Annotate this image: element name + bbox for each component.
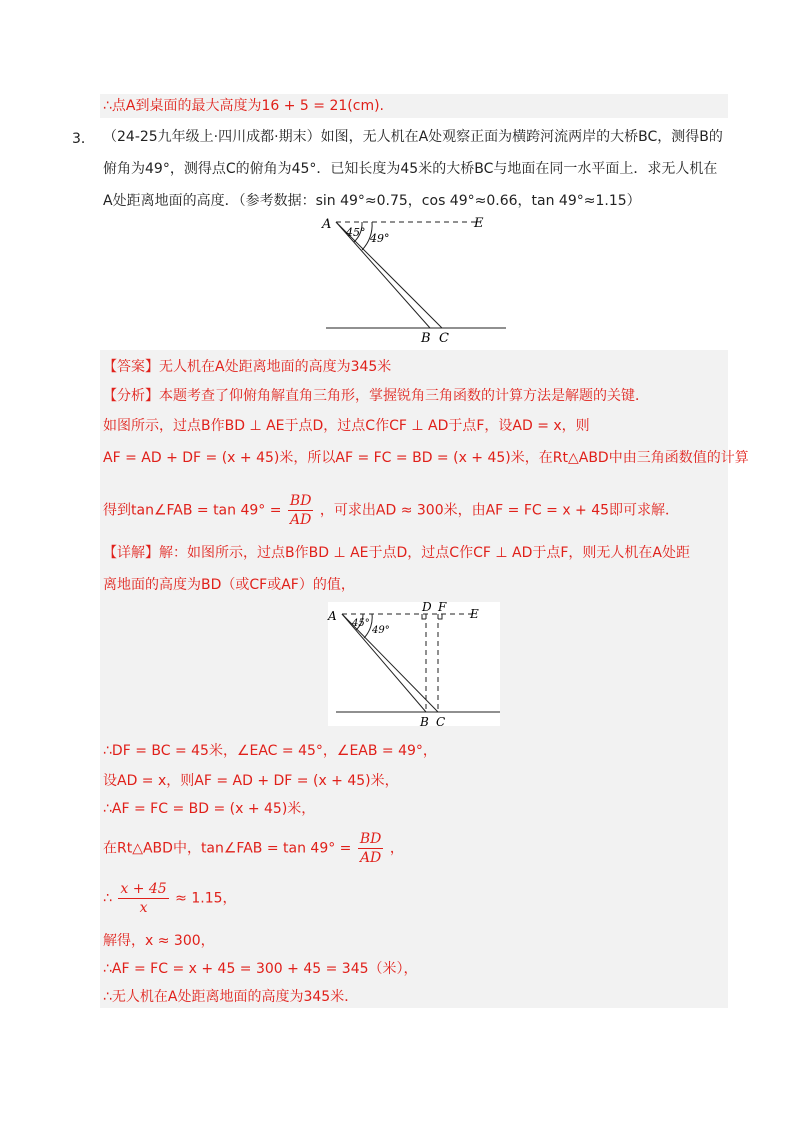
- step-8: ∴无人机在A处距离地面的高度为345米．: [103, 989, 359, 1005]
- fig2-label-c: C: [436, 715, 446, 729]
- step-5-fraction: [118, 880, 168, 917]
- fig2-label-a: A: [328, 609, 337, 623]
- bridge-figure-2: [326, 600, 506, 730]
- analysis-line-2: 如图所示，过点B作BD ⊥ AE于点D，过点C作CF ⊥ AD于点F，设AD = x，则: [103, 418, 590, 434]
- step-3: ∴AF = FC = BD = (x + 45)米，: [103, 801, 316, 817]
- question-line-1: （24-25九年级上·四川成都·期末）如图，无人机在A处观察正面为横跨河流两岸的大桥BC，测得B的: [103, 129, 723, 145]
- step-4-fraction: [358, 830, 384, 867]
- step-2: 设AD = x，则AF = AD + DF = (x + 45)米，: [103, 773, 399, 789]
- question-line-2: 俯角为49°，测得点C的俯角为45°．已知长度为45米的大桥BC与地面在同一水平面上．求无人机在: [103, 161, 718, 177]
- answer-line: [103, 356, 391, 378]
- detail-text: 解：如图所示，过点B作BD ⊥ AE于点D，过点C作CF ⊥ AD于点F，则无人机在A处距: [159, 545, 690, 561]
- question-number: 3．: [72, 131, 95, 147]
- analysis-fraction: [288, 492, 314, 529]
- fig1-label-b: B: [421, 331, 431, 344]
- step-7: ∴AF = FC = x + 45 = 300 + 45 = 345（米），: [103, 961, 418, 977]
- answer-tag: 【答案】: [103, 359, 159, 375]
- fig2-label-e: E: [470, 607, 479, 621]
- fig1-label-45: 45°: [346, 226, 366, 239]
- fig2-label-f: F: [438, 600, 447, 614]
- question-line-3: A处距离地面的高度．（参考数据：sin 49°≈0.75，cos 49°≈0.66，tan 49°≈1.15）: [103, 193, 641, 209]
- step-5-frac-bot: x: [139, 900, 148, 916]
- fig1-label-49: 49°: [370, 232, 390, 245]
- step-5-pre: ∴: [103, 890, 112, 907]
- fig1-label-a: A: [322, 217, 332, 232]
- fig1-label-e: E: [474, 216, 484, 231]
- analysis-line-4: [103, 492, 679, 529]
- step-5-frac-top: x + 45: [120, 881, 167, 897]
- analysis-text: 本题考查了仰俯角解直角三角形，掌握锐角三角函数的计算方法是解题的关键．: [159, 388, 649, 404]
- step-4-frac-bot: AD: [359, 850, 382, 866]
- step-1: ∴DF = BC = 45米，∠EAC = 45°，∠EAB = 49°，: [103, 743, 437, 759]
- analysis-line-1: [103, 385, 649, 407]
- detail-tag: 【详解】: [103, 545, 159, 561]
- analysis-line-3: AF = AD + DF = (x + 45)米，所以AF = FC = BD = (x + 45)米，在Rt△ABD中由三角函数值的计算: [103, 450, 749, 466]
- analysis-line4-post: ，可求出AD ≈ 300米，由AF = FC = x + 45即可求解．: [319, 502, 680, 519]
- detail-line-2: 离地面的高度为BD（或CF或AF）的值，: [103, 577, 355, 593]
- step-6: 解得，x ≈ 300，: [103, 933, 215, 949]
- fig2-label-d: D: [422, 600, 432, 614]
- fig2-label-49: 49°: [372, 625, 390, 636]
- fig2-label-b: B: [420, 715, 429, 729]
- detail-line-1: [103, 542, 690, 564]
- bridge-figure-1: [318, 214, 518, 344]
- answer-text: 无人机在A处距离地面的高度为345米: [159, 359, 392, 375]
- step-4-pre: 在Rt△ABD中，tan∠FAB = tan 49° =: [103, 840, 352, 857]
- analysis-tag: 【分析】: [103, 388, 159, 404]
- fig2-label-45: 45°: [352, 618, 370, 629]
- analysis-frac-bot: AD: [290, 512, 312, 528]
- step-4-post: ，: [389, 840, 404, 857]
- step-4: [103, 830, 404, 867]
- fig1-label-c: C: [439, 331, 449, 344]
- step-5: [103, 880, 237, 917]
- top-conclusion: ∴点A到桌面的最大高度为16 + 5 = 21(cm).: [103, 98, 384, 114]
- step-5-post: ≈ 1.15，: [175, 890, 237, 907]
- analysis-frac-top: BD: [289, 493, 312, 509]
- step-4-frac-top: BD: [359, 831, 382, 847]
- analysis-line4-pre: 得到tan∠FAB = tan 49° =: [103, 502, 282, 519]
